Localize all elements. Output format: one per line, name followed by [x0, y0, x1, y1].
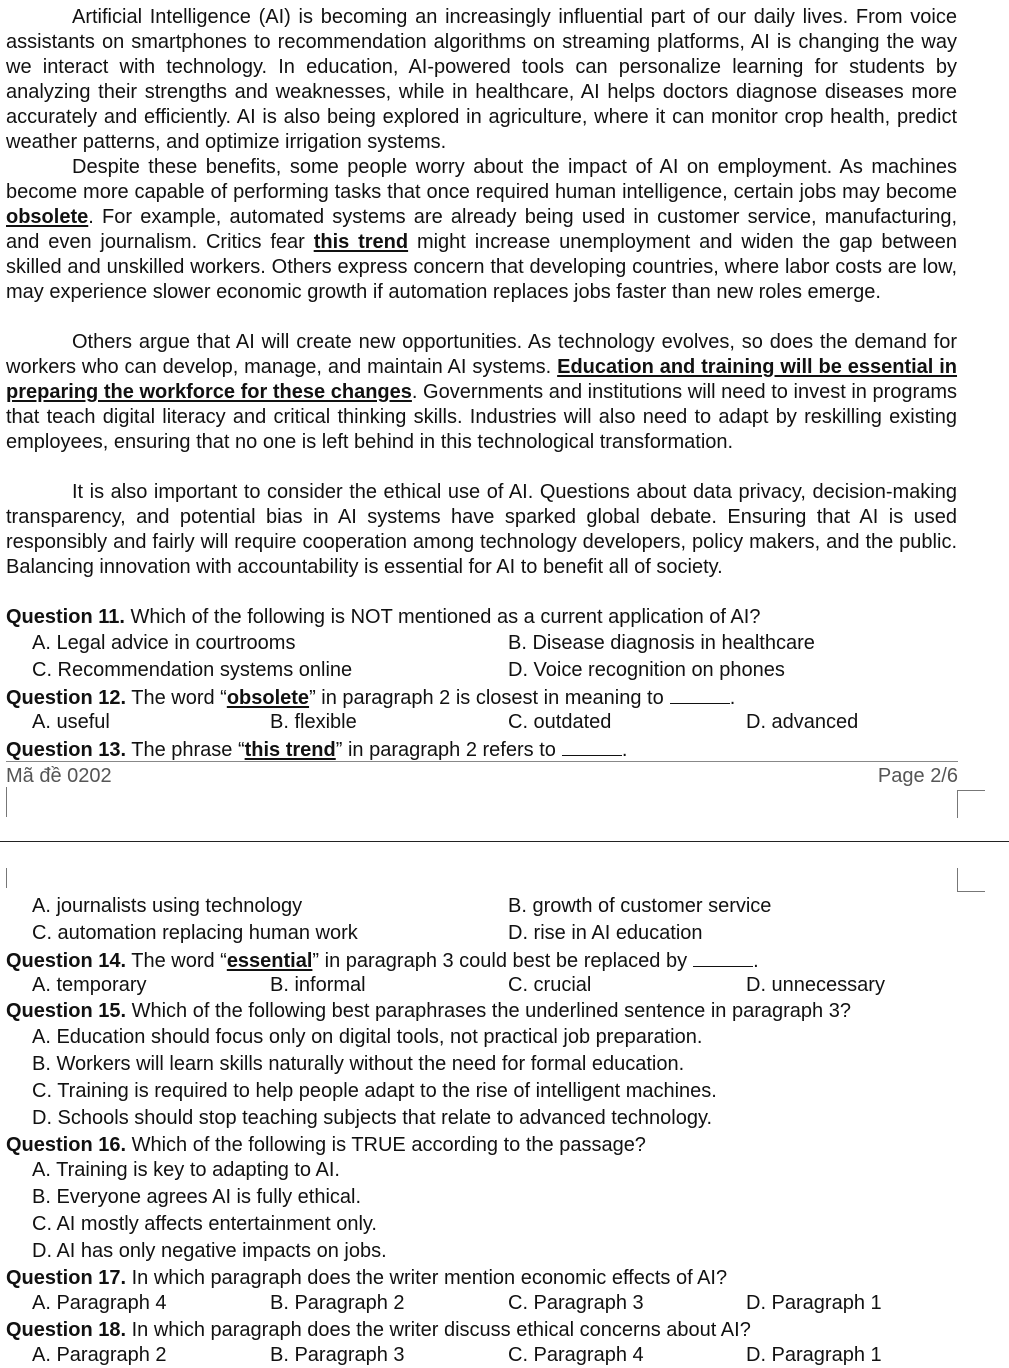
question-12-label: Question 12.	[6, 687, 127, 709]
page-number: Page 2/6	[877, 765, 958, 787]
q16-option-a[interactable]: A. Training is key to adapting to AI.	[32, 1159, 340, 1181]
q13-option-c[interactable]: C. automation replacing human work	[32, 922, 358, 944]
q13-option-a[interactable]: A. journalists using technology	[32, 895, 303, 917]
q14-option-c[interactable]: C. crucial	[508, 974, 592, 996]
paragraph-4	[6, 480, 957, 580]
q18-option-d[interactable]: D. Paragraph 1	[746, 1344, 882, 1366]
page-bottom	[0, 843, 1009, 1364]
question-18-label: Question 18.	[6, 1319, 127, 1341]
q12-option-a[interactable]: A. useful	[32, 711, 110, 733]
exam-code: Mã đề 0202	[6, 765, 112, 787]
question-16-text: Which of the following is TRUE according to the passage?	[126, 1134, 646, 1156]
paragraph-1-text: Artificial Intelligence (AI) is becoming an increasingly influential part of our daily lives. From voice assistants on smartphones to recommendation algorithms on streaming platforms, AI is changing the way we interact with technology. In education, AI-powered tools can personalize learning for students by analyzing their strengths and weaknesses, while in healthcare, AI helps doctors diagnose diseases more accurately and efficiently. AI is also being explored in agriculture, where it can monitor crop health, predict weather patterns, and optimize irrigation systems.	[6, 6, 957, 153]
question-13-word: this trend	[244, 739, 336, 761]
q15-option-c[interactable]: C. Training is required to help people adapt to the rise of intelligent machines.	[32, 1080, 717, 1102]
paragraph-1	[6, 5, 957, 155]
question-14-label: Question 14.	[6, 950, 127, 972]
page-separator	[0, 841, 1009, 842]
footer-divider	[6, 761, 958, 762]
q18-option-b[interactable]: B. Paragraph 3	[270, 1344, 405, 1366]
paragraph-2-text-b: . For example, automated systems are already being used in customer service, manufacturing, and even journalism. Critics fear	[6, 206, 957, 253]
q17-option-a[interactable]: A. Paragraph 4	[32, 1292, 167, 1314]
q12-option-b[interactable]: B. flexible	[270, 711, 357, 733]
question-11-label: Question 11.	[6, 606, 125, 628]
q15-option-a[interactable]: A. Education should focus only on digital tools, not practical job preparation.	[32, 1026, 703, 1048]
q15-option-b[interactable]: B. Workers will learn skills naturally without the need for formal education.	[32, 1053, 685, 1075]
q14-option-d[interactable]: D. unnecessary	[746, 974, 885, 996]
crop-mark	[957, 891, 985, 892]
q11-option-b[interactable]: B. Disease diagnosis in healthcare	[508, 632, 815, 654]
question-13-label: Question 13.	[6, 739, 127, 761]
question-12-word: obsolete	[226, 687, 310, 709]
question-12-post: ” in paragraph 2 is closest in meaning to	[309, 687, 664, 709]
crop-mark	[6, 787, 7, 817]
underlined-obsolete: obsolete	[6, 206, 89, 228]
q16-option-c[interactable]: C. AI mostly affects entertainment only.	[32, 1213, 377, 1235]
q12-option-c[interactable]: C. outdated	[508, 711, 612, 733]
q17-option-d[interactable]: D. Paragraph 1	[746, 1292, 882, 1314]
q14-option-a[interactable]: A. temporary	[32, 974, 147, 996]
paragraph-2-text-a: Despite these benefits, some people worry about the impact of AI on employment. As machines become more capable of performing tasks that once required human intelligence, certain jobs may become	[6, 156, 957, 203]
question-12: Question 12. The word “obsolete” in paragraph 2 is closest in meaning to .	[6, 687, 736, 709]
paragraph-3-text-b: . Governments and institutions will need to invest in programs that teach digital literacy and critical thinking skills. Industries will also need to adapt by reskilling existing employees, ensuring that no one is left behind in this technological transformation.	[6, 381, 957, 453]
q12-option-d[interactable]: D. advanced	[746, 711, 859, 733]
crop-mark	[957, 790, 958, 818]
question-13-pre: The phrase “	[126, 739, 245, 761]
question-16	[6, 1133, 966, 1158]
q15-option-d[interactable]: D. Schools should stop teaching subjects that relate to advanced technology.	[32, 1107, 713, 1129]
question-18-text: In which paragraph does the writer discuss ethical concerns about AI?	[126, 1319, 751, 1341]
question-13: Question 13. The phrase “this trend” in paragraph 2 refers to .	[6, 739, 628, 761]
question-15-text: Which of the following best paraphrases the underlined sentence in paragraph 3?	[126, 1000, 851, 1022]
question-14-word: essential	[226, 950, 313, 972]
question-14-pre: The word “	[126, 950, 227, 972]
paragraph-4-text: It is also important to consider the ethical use of AI. Questions about data privacy, decision-making transparency, and potential bias in AI systems have sparked global debate. Ensuring that AI is used responsibly and fairly will require cooperation among technology developers, policy makers, and the public. Balancing innovation with accountability is essential for AI to benefit all of society.	[6, 481, 957, 578]
q11-option-d[interactable]: D. Voice recognition on phones	[508, 659, 785, 681]
paragraph-3-text-a: Others argue that AI will create new opportunities. As technology evolves, so does the demand for workers who can develop, manage, and maintain AI systems.	[6, 331, 957, 378]
question-12-pre: The word “	[126, 687, 227, 709]
question-11-text: Which of the following is NOT mentioned as a current application of AI?	[124, 606, 761, 628]
q11-option-c[interactable]: C. Recommendation systems online	[32, 659, 353, 681]
question-18	[6, 1318, 966, 1343]
paragraph-2	[6, 155, 957, 305]
q13-option-d[interactable]: D. rise in AI education	[508, 922, 703, 944]
paragraph-3	[6, 330, 957, 455]
q13-option-b[interactable]: B. growth of customer service	[508, 895, 772, 917]
crop-mark	[6, 868, 7, 888]
q16-option-b[interactable]: B. Everyone agrees AI is fully ethical.	[32, 1186, 362, 1208]
question-17-label: Question 17.	[6, 1267, 127, 1289]
question-13-post: ” in paragraph 2 refers to	[335, 739, 556, 761]
q18-option-a[interactable]: A. Paragraph 2	[32, 1344, 167, 1366]
q11-option-a[interactable]: A. Legal advice in courtrooms	[32, 632, 296, 654]
question-17-text: In which paragraph does the writer mention economic effects of AI?	[126, 1267, 728, 1289]
q16-option-d[interactable]: D. AI has only negative impacts on jobs.	[32, 1240, 387, 1262]
question-11	[6, 605, 966, 630]
question-14: Question 14. The word “essential” in paragraph 3 could best be replaced by .	[6, 950, 759, 972]
q14-option-b[interactable]: B. informal	[270, 974, 366, 996]
q17-option-c[interactable]: C. Paragraph 3	[508, 1292, 644, 1314]
question-14-post: ” in paragraph 3 could best be replaced by	[312, 950, 688, 972]
question-15	[6, 999, 966, 1024]
answer-blank	[670, 685, 730, 704]
underlined-sentence: Education and training will be essential in preparing the workforce for these changes	[6, 356, 958, 403]
q18-option-c[interactable]: C. Paragraph 4	[508, 1344, 644, 1366]
question-16-label: Question 16.	[6, 1134, 127, 1156]
answer-blank	[693, 948, 753, 967]
underlined-this-trend: this trend	[313, 231, 409, 253]
question-17	[6, 1266, 966, 1291]
answer-blank	[562, 737, 622, 756]
question-15-label: Question 15.	[6, 1000, 127, 1022]
crop-mark	[957, 868, 958, 892]
crop-mark	[957, 790, 985, 791]
paragraph-2-text-c: might increase unemployment and widen the gap between skilled and unskilled workers. Others express concern that developing countries, where labor costs are low, may experience slower economic growth if automation replaces jobs faster than new roles emerge.	[6, 231, 957, 303]
q17-option-b[interactable]: B. Paragraph 2	[270, 1292, 405, 1314]
